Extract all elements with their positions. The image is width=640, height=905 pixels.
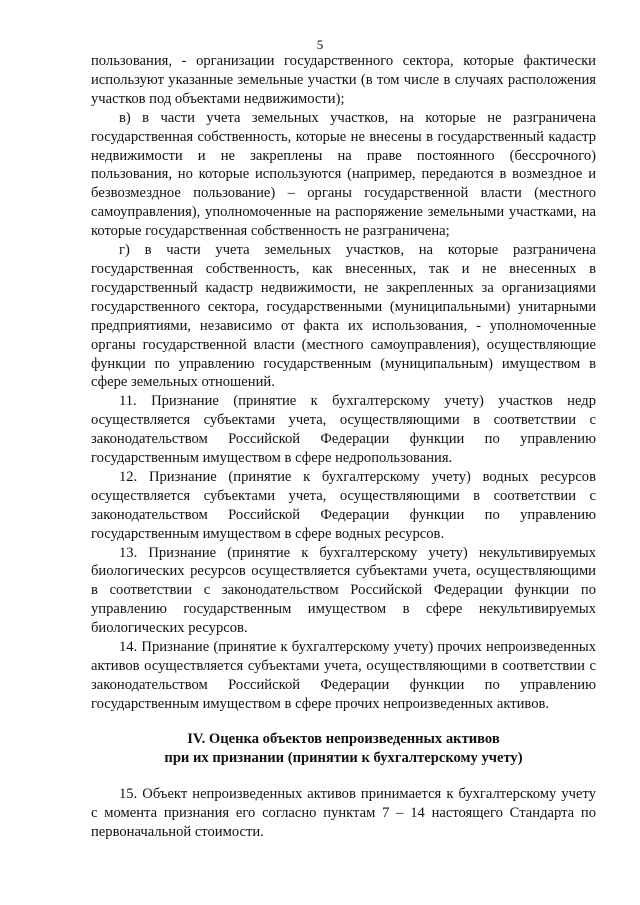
section-heading-line-1: IV. Оценка объектов непроизведенных активов xyxy=(187,730,500,747)
page-number: 5 xyxy=(316,37,324,52)
paragraph-item-v: в) в части учета земельных участков, на которые не разграничена государственная собственность, которые не внесены в государственный кадастр недвижимости и не закреплены на праве постоянного (бессрочного) пользования, но которые используются (например, передаются в возмездное и безвозмездное пользование) – органы государственной власти (местного самоуправления), уполномоченные на распоряжение земельными участками, на которые государственная собственность не разграничена; xyxy=(91,109,596,240)
paragraph-12: 12. Признание (принятие к бухгалтерскому учету) водных ресурсов осуществляется субъектами учета, осуществляющими в соответствии с законодательством Российской Федерации функции по управлению государственным имуществом в сфере водных ресурсов. xyxy=(91,468,596,542)
paragraph-item-g: г) в части учета земельных участков, на которые разграничена государственная собственность, как внесенных, так и не внесенных в государственный кадастр недвижимости, не закрепленных за организациями государственного сектора, государственными (муниципальными) унитарными предприятиями, независимо от факта их использования, - уполномоченные органы государственной власти (местного самоуправления), осуществляющие функции по управлению государственным (муниципальным) имуществом в сфере земельных отношений. xyxy=(91,242,596,391)
document-body xyxy=(91,52,596,841)
paragraph-continuation: пользования, - организации государственного сектора, которые фактически используют указанные земельные участки (в том числе в случаях расположения участков под объектами недвижимости); xyxy=(91,53,596,107)
paragraph-11: 11. Признание (принятие к бухгалтерскому учету) участков недр осуществляется субъектами учета, осуществляющими в соответствии с законодательством Российской Федерации функции по управлению государственным имуществом в сфере недропользования. xyxy=(91,393,596,467)
section-heading xyxy=(91,730,596,768)
paragraph-13: 13. Признание (принятие к бухгалтерскому учету) некультивируемых биологических ресурсов осуществляется субъектами учета, осуществляющими в соответствии с законодательством Российской Федерации функции по управлению государственным имуществом в сфере некультивируемых биологических ресурсов. xyxy=(91,544,596,637)
paragraph-14: 14. Признание (принятие к бухгалтерскому учету) прочих непроизведенных активов осуществляется субъектами учета, осуществляющими в соответствии с законодательством Российской Федерации функции по управлению государственным имуществом в сфере прочих непроизведенных активов. xyxy=(91,639,596,712)
section-heading-line-2: при их признании (принятии к бухгалтерскому учету) xyxy=(164,749,523,766)
paragraph-15: 15. Объект непроизведенных активов принимается к бухгалтерскому учету с момента признания его согласно пунктам 7 – 14 настоящего Стандарта по первоначальной стоимости. xyxy=(91,785,596,840)
